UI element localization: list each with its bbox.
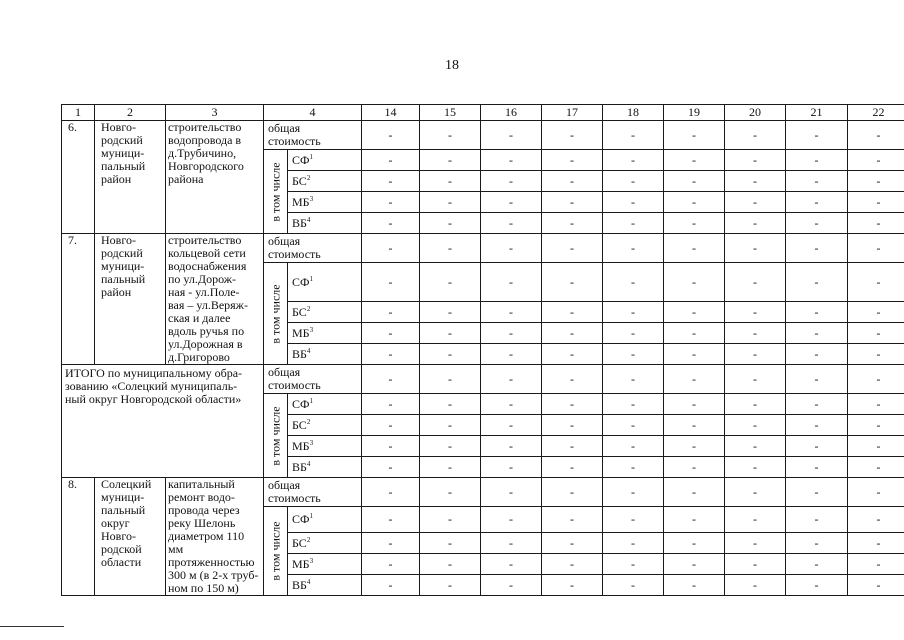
- total-cost-label: общая стоимость: [264, 121, 362, 150]
- value-cell: -: [481, 365, 542, 394]
- footnote-mark: 4: [306, 346, 311, 355]
- value-cell: -: [420, 192, 481, 213]
- value-cell: -: [786, 192, 848, 213]
- value-cell: -: [725, 575, 786, 596]
- value-cell: -: [362, 323, 420, 344]
- value-cell: -: [848, 121, 904, 150]
- header-cell: 3: [166, 105, 264, 121]
- header-cell: 1: [62, 105, 95, 121]
- funding-source-label: [288, 213, 362, 234]
- funding-source-text: БС: [292, 173, 307, 188]
- value-cell: -: [725, 533, 786, 554]
- value-cell: -: [542, 415, 603, 436]
- value-cell: -: [603, 302, 664, 323]
- value-cell: -: [664, 436, 725, 457]
- value-cell: -: [786, 415, 848, 436]
- value-cell: -: [603, 457, 664, 478]
- value-cell: -: [362, 365, 420, 394]
- header-cell: 2: [95, 105, 166, 121]
- value-cell: -: [542, 263, 603, 302]
- funding-source-label: [288, 394, 362, 415]
- table-row: [62, 121, 904, 150]
- value-cell: -: [362, 213, 420, 234]
- footnote-mark: 1: [309, 512, 313, 520]
- value-cell: -: [603, 415, 664, 436]
- funding-source-text: ВБ: [292, 215, 307, 230]
- header-cell: 18: [603, 105, 664, 121]
- value-cell: -: [603, 507, 664, 533]
- value-cell: -: [786, 213, 848, 234]
- table-row: [62, 478, 904, 507]
- value-cell: -: [848, 533, 904, 554]
- value-cell: -: [725, 192, 786, 213]
- value-cell: -: [481, 344, 542, 365]
- funding-source-text: СФ: [292, 512, 310, 526]
- footnote-mark: 2: [306, 173, 311, 182]
- value-cell: -: [362, 415, 420, 436]
- value-cell: -: [481, 507, 542, 533]
- sub-label-text: в том числе: [268, 161, 282, 222]
- value-cell: -: [542, 575, 603, 596]
- funding-source-text: БС: [292, 417, 307, 432]
- funding-source-text: МБ: [292, 438, 310, 453]
- funding-source-label: [288, 263, 362, 302]
- total-label: ИТОГО по муниципальному обра- зованию «Солецкий муниципаль- ный округ Новгородской области»: [62, 365, 264, 478]
- value-cell: -: [664, 415, 725, 436]
- value-cell: -: [603, 171, 664, 192]
- value-cell: -: [848, 302, 904, 323]
- value-cell: -: [542, 344, 603, 365]
- value-cell: -: [664, 365, 725, 394]
- header-cell: 16: [481, 105, 542, 121]
- sub-label-text: в том числе: [268, 283, 282, 344]
- value-cell: -: [603, 533, 664, 554]
- value-cell: -: [542, 121, 603, 150]
- value-cell: -: [848, 192, 904, 213]
- value-cell: -: [786, 323, 848, 344]
- header-cell: 4: [264, 105, 362, 121]
- value-cell: -: [603, 436, 664, 457]
- value-cell: -: [542, 302, 603, 323]
- header-cell: 17: [542, 105, 603, 121]
- value-cell: -: [362, 150, 420, 171]
- value-cell: -: [420, 394, 481, 415]
- value-cell: -: [362, 457, 420, 478]
- value-cell: -: [481, 415, 542, 436]
- value-cell: -: [420, 554, 481, 575]
- value-cell: -: [542, 213, 603, 234]
- value-cell: -: [664, 213, 725, 234]
- value-cell: -: [481, 394, 542, 415]
- footnote-mark: 4: [306, 459, 311, 468]
- value-cell: -: [481, 478, 542, 507]
- value-cell: -: [664, 344, 725, 365]
- value-cell: -: [362, 507, 420, 533]
- sub-label-rotated: [264, 394, 288, 478]
- value-cell: -: [542, 436, 603, 457]
- value-cell: -: [725, 436, 786, 457]
- value-cell: -: [542, 457, 603, 478]
- value-cell: -: [725, 554, 786, 575]
- value-cell: -: [481, 213, 542, 234]
- value-cell: -: [362, 575, 420, 596]
- footnote-mark: 2: [306, 535, 311, 544]
- sub-label-rotated: [264, 263, 288, 365]
- value-cell: -: [786, 575, 848, 596]
- value-cell: -: [664, 457, 725, 478]
- header-cell: 21: [786, 105, 848, 121]
- footnote-mark: 2: [306, 304, 311, 313]
- funding-source-label: [288, 323, 362, 344]
- header-row: [62, 105, 904, 121]
- funding-source-label: [288, 150, 362, 171]
- value-cell: -: [664, 234, 725, 263]
- value-cell: -: [481, 554, 542, 575]
- footnote-mark: 4: [306, 577, 311, 586]
- value-cell: -: [481, 436, 542, 457]
- value-cell: -: [786, 554, 848, 575]
- value-cell: -: [603, 150, 664, 171]
- value-cell: -: [603, 394, 664, 415]
- sub-label-rotated: [264, 150, 288, 234]
- value-cell: -: [420, 121, 481, 150]
- footnote-mark: 3: [309, 438, 314, 447]
- value-cell: -: [542, 192, 603, 213]
- row-number: 7.: [62, 234, 95, 365]
- total-cost-label: общая стоимость: [264, 234, 362, 263]
- footnote-mark: 4: [306, 215, 311, 224]
- page-number: 18: [445, 58, 459, 73]
- value-cell: -: [786, 121, 848, 150]
- value-cell: -: [725, 365, 786, 394]
- value-cell: -: [725, 415, 786, 436]
- value-cell: -: [603, 323, 664, 344]
- table-row: [62, 234, 904, 263]
- value-cell: -: [542, 171, 603, 192]
- value-cell: -: [481, 171, 542, 192]
- funding-source-text: СФ: [292, 152, 310, 167]
- value-cell: -: [481, 575, 542, 596]
- footnote-mark: 1: [309, 274, 313, 283]
- value-cell: -: [481, 263, 542, 302]
- value-cell: -: [420, 478, 481, 507]
- value-cell: -: [481, 302, 542, 323]
- header-cell: 22: [848, 105, 904, 121]
- funding-source-label: [288, 171, 362, 192]
- value-cell: -: [481, 150, 542, 171]
- funding-source-text: МБ: [292, 556, 310, 571]
- value-cell: -: [725, 302, 786, 323]
- value-cell: -: [362, 436, 420, 457]
- value-cell: -: [481, 121, 542, 150]
- value-cell: -: [848, 171, 904, 192]
- value-cell: -: [603, 365, 664, 394]
- value-cell: -: [848, 150, 904, 171]
- value-cell: -: [848, 213, 904, 234]
- value-cell: -: [848, 365, 904, 394]
- value-cell: -: [420, 302, 481, 323]
- funding-source-text: МБ: [292, 325, 310, 340]
- value-cell: -: [664, 507, 725, 533]
- header-cell: 14: [362, 105, 420, 121]
- header-cell: 19: [664, 105, 725, 121]
- value-cell: -: [603, 575, 664, 596]
- value-cell: -: [848, 457, 904, 478]
- funding-source-label: [288, 457, 362, 478]
- value-cell: -: [786, 394, 848, 415]
- row-number: 8.: [62, 478, 95, 596]
- value-cell: -: [362, 192, 420, 213]
- value-cell: -: [603, 554, 664, 575]
- footnote-mark: 1: [309, 396, 313, 405]
- value-cell: -: [420, 575, 481, 596]
- footnote-mark: 3: [309, 556, 314, 565]
- value-cell: -: [420, 415, 481, 436]
- sub-label-rotated: [264, 507, 288, 596]
- value-cell: -: [786, 344, 848, 365]
- value-cell: -: [786, 478, 848, 507]
- value-cell: -: [362, 121, 420, 150]
- value-cell: -: [362, 554, 420, 575]
- value-cell: -: [664, 575, 725, 596]
- value-cell: -: [481, 234, 542, 263]
- value-cell: -: [542, 478, 603, 507]
- table-row: [62, 365, 904, 394]
- value-cell: -: [603, 234, 664, 263]
- value-cell: -: [664, 192, 725, 213]
- funding-source-text: СФ: [292, 396, 310, 411]
- municipality: Новго- родский муници- пальный район: [95, 121, 166, 234]
- value-cell: -: [542, 554, 603, 575]
- funding-source-label: [288, 344, 362, 365]
- value-cell: -: [420, 533, 481, 554]
- value-cell: -: [420, 263, 481, 302]
- value-cell: -: [725, 344, 786, 365]
- funding-source-text: МБ: [292, 194, 310, 209]
- value-cell: -: [786, 171, 848, 192]
- footnote-mark: 3: [309, 194, 314, 203]
- value-cell: -: [420, 365, 481, 394]
- funding-source-label: [288, 507, 362, 533]
- funding-source-label: [288, 415, 362, 436]
- value-cell: -: [481, 457, 542, 478]
- total-cost-label: общая стоимость: [264, 478, 362, 507]
- value-cell: -: [420, 507, 481, 533]
- value-cell: -: [420, 436, 481, 457]
- value-cell: -: [848, 575, 904, 596]
- total-cost-label: общая стоимость: [264, 365, 362, 394]
- funding-source-text: ВБ: [292, 577, 307, 592]
- value-cell: -: [420, 323, 481, 344]
- footnote-mark: 2: [306, 417, 311, 426]
- value-cell: -: [362, 394, 420, 415]
- value-cell: -: [603, 121, 664, 150]
- value-cell: -: [786, 365, 848, 394]
- value-cell: -: [603, 344, 664, 365]
- value-cell: -: [420, 344, 481, 365]
- funding-source-label: [288, 533, 362, 554]
- footnote-mark: 1: [309, 152, 313, 161]
- header-cell: 15: [420, 105, 481, 121]
- value-cell: -: [725, 478, 786, 507]
- description: строительство водопровода в д.Трубичино, Новгородского района: [166, 121, 264, 234]
- funding-source-text: ВБ: [292, 459, 307, 474]
- sub-label-text: в том числе: [268, 405, 282, 466]
- value-cell: -: [786, 150, 848, 171]
- value-cell: -: [481, 323, 542, 344]
- value-cell: -: [664, 263, 725, 302]
- value-cell: -: [603, 213, 664, 234]
- value-cell: -: [664, 533, 725, 554]
- value-cell: -: [848, 323, 904, 344]
- value-cell: -: [481, 192, 542, 213]
- value-cell: -: [848, 507, 904, 533]
- value-cell: -: [542, 394, 603, 415]
- footnote-mark: 3: [309, 325, 314, 334]
- value-cell: -: [542, 234, 603, 263]
- value-cell: -: [786, 457, 848, 478]
- value-cell: -: [848, 415, 904, 436]
- value-cell: -: [542, 150, 603, 171]
- value-cell: -: [786, 234, 848, 263]
- value-cell: -: [362, 234, 420, 263]
- value-cell: -: [664, 323, 725, 344]
- value-cell: -: [725, 457, 786, 478]
- funding-source-label: [288, 302, 362, 323]
- budget-table: [61, 104, 904, 596]
- value-cell: -: [664, 478, 725, 507]
- value-cell: -: [725, 507, 786, 533]
- footer-rule: [0, 626, 64, 627]
- value-cell: -: [725, 323, 786, 344]
- value-cell: -: [420, 457, 481, 478]
- funding-source-label: [288, 575, 362, 596]
- description: капитальный ремонт водо- провода через реку Шелонь диаметром 110 мм протяженностью 300 м (в 2-х труб- ном по 150 м): [166, 478, 264, 596]
- value-cell: -: [362, 344, 420, 365]
- value-cell: -: [362, 302, 420, 323]
- value-cell: -: [420, 213, 481, 234]
- value-cell: -: [725, 171, 786, 192]
- value-cell: -: [420, 171, 481, 192]
- funding-source-text: ВБ: [292, 346, 307, 361]
- value-cell: -: [786, 263, 848, 302]
- value-cell: -: [420, 234, 481, 263]
- value-cell: -: [786, 507, 848, 533]
- value-cell: -: [848, 436, 904, 457]
- value-cell: -: [362, 478, 420, 507]
- value-cell: -: [542, 365, 603, 394]
- value-cell: -: [603, 478, 664, 507]
- value-cell: -: [542, 323, 603, 344]
- value-cell: -: [664, 150, 725, 171]
- value-cell: -: [664, 394, 725, 415]
- row-number: 6.: [62, 121, 95, 234]
- value-cell: -: [786, 533, 848, 554]
- value-cell: -: [848, 478, 904, 507]
- value-cell: -: [848, 554, 904, 575]
- value-cell: -: [725, 213, 786, 234]
- funding-source-label: [288, 554, 362, 575]
- value-cell: -: [848, 344, 904, 365]
- value-cell: -: [481, 533, 542, 554]
- funding-source-text: СФ: [292, 274, 310, 289]
- value-cell: -: [725, 234, 786, 263]
- value-cell: -: [664, 302, 725, 323]
- funding-source-text: БС: [292, 304, 307, 319]
- value-cell: -: [542, 507, 603, 533]
- header-cell: 20: [725, 105, 786, 121]
- value-cell: -: [848, 234, 904, 263]
- value-cell: -: [725, 263, 786, 302]
- value-cell: -: [725, 150, 786, 171]
- description: строительство кольцевой сети водоснабжения по ул.Дорож- ная - ул.Поле- вая – ул.Веряж- ская и далее вдоль ручья по ул.Дорожная в д.Григорово: [166, 234, 264, 365]
- sub-label-text: в том числе: [268, 521, 282, 581]
- municipality: Новго- родский муници- пальный район: [95, 234, 166, 365]
- value-cell: -: [362, 171, 420, 192]
- value-cell: -: [664, 121, 725, 150]
- value-cell: -: [603, 263, 664, 302]
- value-cell: -: [725, 121, 786, 150]
- funding-source-text: БС: [292, 535, 307, 550]
- municipality: Солецкий муници- пальный округ Новго- родской области: [95, 478, 166, 596]
- value-cell: -: [664, 171, 725, 192]
- value-cell: -: [362, 263, 420, 302]
- value-cell: -: [362, 533, 420, 554]
- value-cell: -: [603, 192, 664, 213]
- value-cell: -: [786, 436, 848, 457]
- funding-source-label: [288, 436, 362, 457]
- value-cell: -: [664, 554, 725, 575]
- value-cell: -: [542, 533, 603, 554]
- value-cell: -: [848, 263, 904, 302]
- value-cell: -: [725, 394, 786, 415]
- funding-source-label: [288, 192, 362, 213]
- value-cell: -: [420, 150, 481, 171]
- value-cell: -: [786, 302, 848, 323]
- value-cell: -: [848, 394, 904, 415]
